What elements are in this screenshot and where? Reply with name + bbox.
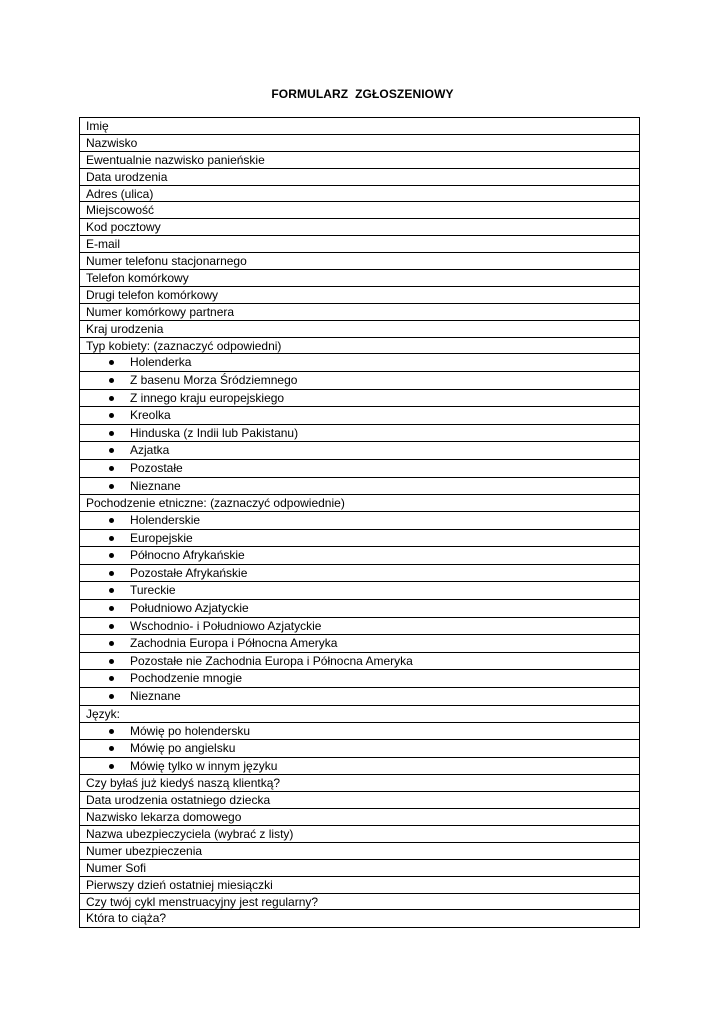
- form-field-row: [80, 792, 639, 809]
- form-option-row: [80, 407, 639, 425]
- form-option-row: [80, 478, 639, 496]
- form-field-row: [80, 253, 639, 270]
- form-option-row: [80, 600, 639, 618]
- form-field-row: [80, 219, 639, 236]
- form-option-row: [80, 442, 639, 460]
- bullet-icon: [109, 588, 114, 593]
- bullet-icon: [109, 360, 114, 365]
- form-option-label: Mówię tylko w innym języku: [130, 758, 278, 773]
- form-field-row: [80, 152, 639, 169]
- form-option-label: Pozostałe: [130, 461, 183, 476]
- bullet-icon: [109, 553, 114, 558]
- form-option-label: Wschodnio- i Południowo Azjatyckie: [130, 618, 322, 633]
- form-option-label: Azjatka: [130, 443, 170, 458]
- form-field-label: Czy twój cykl menstruacyjny jest regularny?: [86, 894, 319, 909]
- form-field-label: Ewentualnie nazwisko panieńskie: [86, 152, 265, 167]
- form-option-label: Tureckie: [130, 583, 176, 598]
- bullet-icon: [109, 413, 114, 418]
- bullet-icon: [109, 518, 114, 523]
- form-option-label: Holenderka: [130, 355, 192, 370]
- form-option-label: Kreolka: [130, 408, 171, 423]
- form-field-label: Nazwisko lekarza domowego: [86, 810, 242, 825]
- form-field-row: [80, 169, 639, 186]
- form-option-row: [80, 635, 639, 653]
- form-field-label: Numer telefonu stacjonarnego: [86, 254, 247, 269]
- form-title: FORMULARZ ZGŁOSZENIOWY: [271, 87, 454, 101]
- form-option-row: [80, 582, 639, 600]
- form-field-label: Miejscowość: [86, 203, 155, 218]
- form-field-label: Kod pocztowy: [86, 220, 161, 235]
- form-field-row: [80, 135, 639, 152]
- form-option-row: [80, 460, 639, 478]
- form-field-label: Typ kobiety: (zaznaczyć odpowiedni): [86, 338, 282, 353]
- form-option-row: [80, 512, 639, 530]
- form-option-label: Północno Afrykańskie: [130, 548, 245, 563]
- form-field-label: Kraj urodzenia: [86, 321, 164, 336]
- form-field-row: [80, 877, 639, 894]
- form-field-label: Język:: [86, 706, 121, 721]
- form-field-row: [80, 706, 639, 723]
- bullet-icon: [109, 694, 114, 699]
- bullet-icon: [109, 729, 114, 734]
- bullet-icon: [109, 378, 114, 383]
- form-option-row: [80, 354, 639, 372]
- form-field-label: Czy byłaś już kiedyś naszą klientką?: [86, 776, 281, 791]
- bullet-icon: [109, 659, 114, 664]
- form-field-label: Drugi telefon komórkowy: [86, 287, 219, 302]
- form-field-row: [80, 321, 639, 338]
- form-field-label: Data urodzenia ostatniego dziecka: [86, 793, 271, 808]
- form-field-row: [80, 118, 639, 135]
- form-option-label: Mówię po angielsku: [130, 741, 236, 756]
- form-field-label: Adres (ulica): [86, 186, 154, 201]
- form-field-row: [80, 910, 639, 927]
- form-option-row: [80, 530, 639, 548]
- form-field-row: [80, 202, 639, 219]
- form-option-row: [80, 758, 639, 776]
- form-field-label: Numer komórkowy partnera: [86, 304, 235, 319]
- form-option-label: Holenderskie: [130, 513, 201, 528]
- form-field-label: Imię: [86, 119, 109, 133]
- bullet-icon: [109, 746, 114, 751]
- form-option-label: Z innego kraju europejskiego: [130, 390, 285, 405]
- form-field-label: Numer ubezpieczenia: [86, 843, 203, 858]
- form-field-row: [80, 843, 639, 860]
- form-field-row: [80, 826, 639, 843]
- form-field-row: [80, 809, 639, 826]
- form-option-label: Nieznane: [130, 478, 181, 493]
- form-option-row: [80, 565, 639, 583]
- bullet-icon: [109, 676, 114, 681]
- form-field-row: [80, 894, 639, 911]
- form-field-label: Pierwszy dzień ostatniej miesiączki: [86, 877, 273, 892]
- form-option-label: Nieznane: [130, 689, 181, 704]
- form-field-row: [80, 270, 639, 287]
- bullet-icon: [109, 484, 114, 489]
- form-field-label: E-mail: [86, 237, 121, 252]
- form-option-row: [80, 740, 639, 758]
- form-field-row: [80, 775, 639, 792]
- form-field-row: [80, 304, 639, 321]
- form-option-row: [80, 618, 639, 636]
- bullet-icon: [109, 448, 114, 453]
- form-field-label: Numer Sofi: [86, 860, 147, 875]
- form-field-row: [80, 186, 639, 203]
- form-option-row: [80, 723, 639, 741]
- form-field-label: Nazwisko: [86, 135, 138, 150]
- form-table: [79, 117, 640, 928]
- bullet-icon: [109, 606, 114, 611]
- form-option-row: [80, 670, 639, 688]
- bullet-icon: [109, 536, 114, 541]
- form-field-row: [80, 287, 639, 304]
- form-field-row: [80, 495, 639, 512]
- form-field-row: [80, 860, 639, 877]
- form-option-row: [80, 372, 639, 390]
- form-field-label: Która to ciąża?: [86, 911, 167, 926]
- bullet-icon: [109, 431, 114, 436]
- form-field-label: Pochodzenie etniczne: (zaznaczyć odpowiednie): [86, 496, 345, 511]
- form-field-label: Nazwa ubezpieczyciela (wybrać z listy): [86, 826, 294, 841]
- bullet-icon: [109, 764, 114, 769]
- bullet-icon: [109, 396, 114, 401]
- form-field-row: [80, 236, 639, 253]
- form-option-label: Europejskie: [130, 530, 193, 545]
- form-field-row: [80, 338, 639, 355]
- form-option-label: Z basenu Morza Śródziemnego: [130, 373, 298, 388]
- form-option-label: Pochodzenie mnogie: [130, 671, 243, 686]
- form-field-label: Data urodzenia: [86, 169, 168, 184]
- form-option-row: [80, 688, 639, 706]
- form-option-row: [80, 547, 639, 565]
- form-field-label: Telefon komórkowy: [86, 271, 189, 286]
- form-option-label: Pozostałe Afrykańskie: [130, 565, 248, 580]
- form-option-label: Mówię po holendersku: [130, 723, 251, 738]
- bullet-icon: [109, 641, 114, 646]
- form-option-label: Hinduska (z Indii lub Pakistanu): [130, 425, 299, 440]
- form-option-row: [80, 653, 639, 671]
- bullet-icon: [109, 624, 114, 629]
- form-option-row: [80, 390, 639, 408]
- form-option-row: [80, 425, 639, 443]
- bullet-icon: [109, 571, 114, 576]
- form-option-label: Pozostałe nie Zachodnia Europa i Północna Ameryka: [130, 653, 413, 668]
- bullet-icon: [109, 466, 114, 471]
- form-option-label: Południowo Azjatyckie: [130, 601, 249, 616]
- form-option-label: Zachodnia Europa i Północna Ameryka: [130, 636, 338, 651]
